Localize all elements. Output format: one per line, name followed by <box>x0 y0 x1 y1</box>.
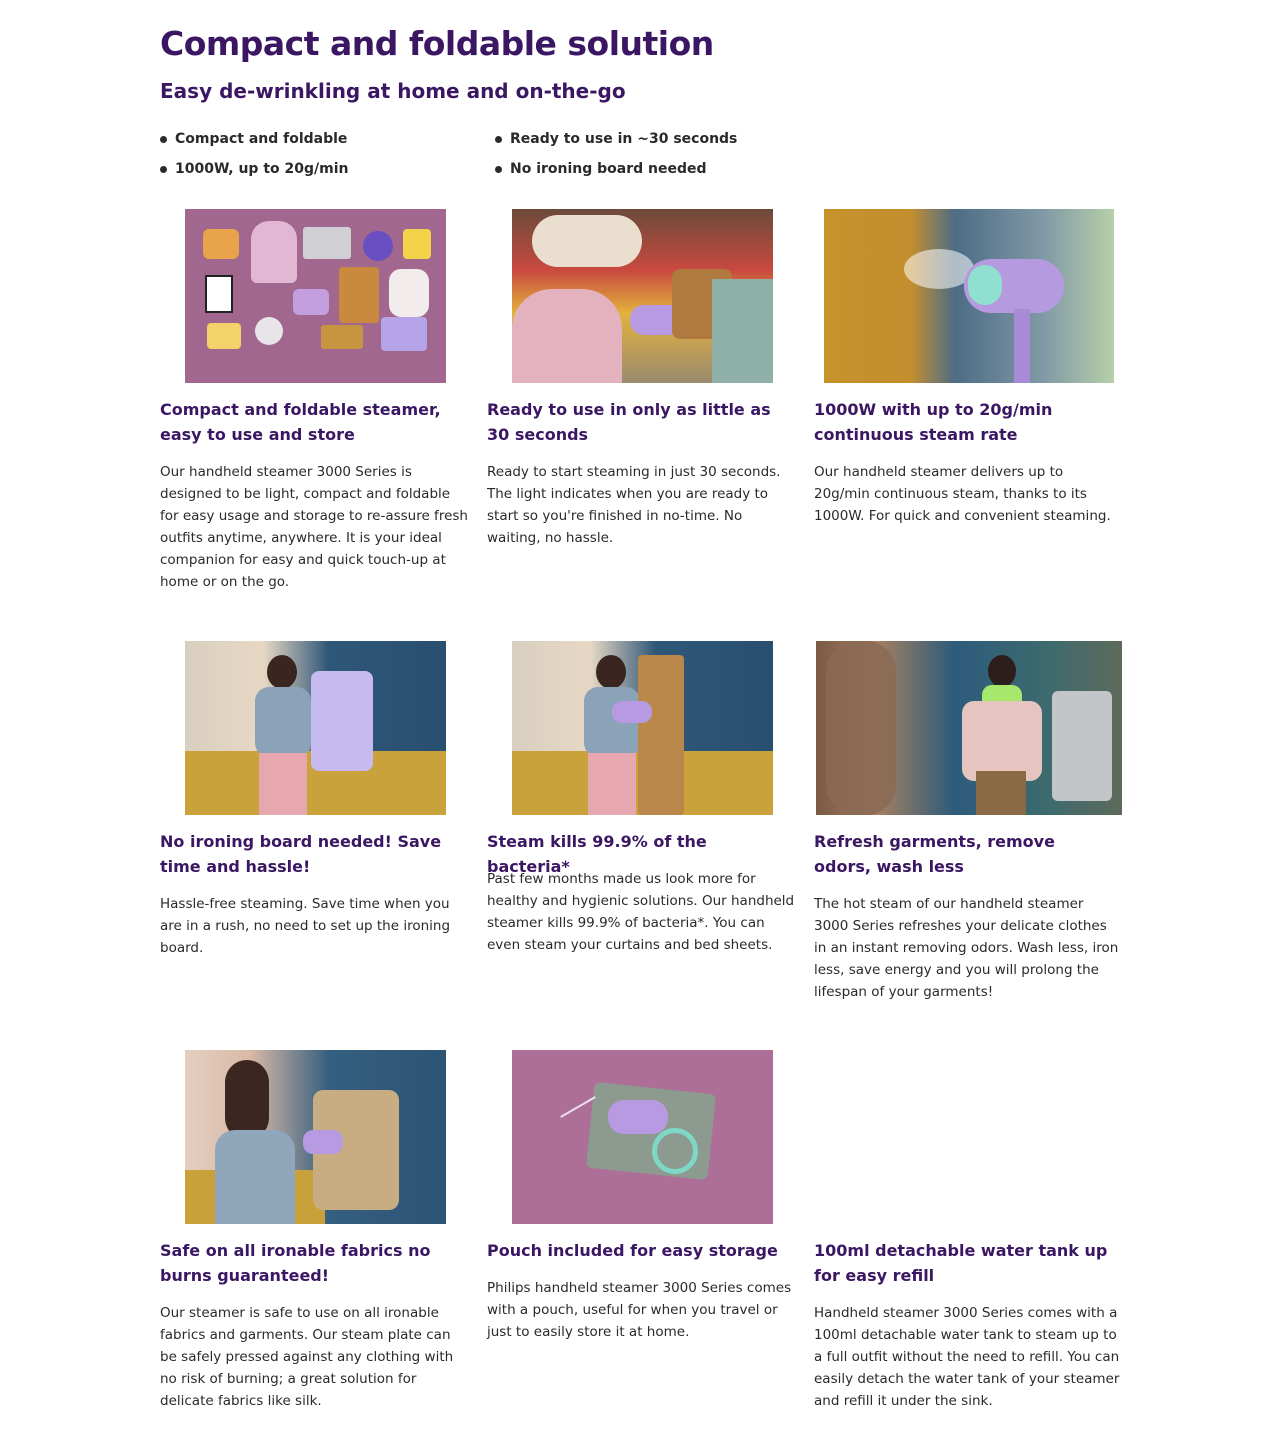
feature-title: Ready to use in only as little as 30 seconds <box>487 400 771 444</box>
steamer-on-curtain-image <box>824 209 1114 383</box>
feature-description: Ready to start steaming in just 30 seconds. The light indicates when you are ready to start so you're finished in no-time. No waiting, no hassle. <box>487 464 781 546</box>
feature-title: Safe on all ironable fabrics no burns guaranteed! <box>160 1241 431 1285</box>
bullet-text: No ironing board needed <box>510 161 707 177</box>
feature-description: Our steamer is safe to use on all ironable fabrics and garments. Our steam plate can be safely pressed against any clothing with no risk of burning; a great solution for delicate fabrics like silk. <box>160 1305 454 1409</box>
woman-steaming-shirt-image <box>185 641 446 815</box>
feature-title: Compact and foldable steamer, easy to use and store <box>160 400 441 444</box>
feature-image-frame <box>160 209 470 383</box>
bullet-dot-icon <box>495 136 502 143</box>
feature-image-frame <box>814 641 1124 815</box>
feature-description: The hot steam of our handheld steamer 3000 Series refreshes your delicate clothes in an instant removing odors. Wash less, iron less, save energy and you will prolong the lifespan of your garments! <box>814 896 1119 1000</box>
feature-title: Steam kills 99.9% of the bacteria* <box>487 832 707 876</box>
feature-title: Refresh garments, remove odors, wash less <box>814 832 1055 876</box>
steamer-with-pouch-image <box>512 1050 773 1224</box>
bullet-item <box>495 161 707 177</box>
feature-image-frame <box>487 209 797 383</box>
bullet-item <box>495 131 737 147</box>
feature-title: Pouch included for easy storage <box>487 1241 778 1260</box>
steamer-on-bed-image <box>512 209 773 383</box>
feature-title: No ironing board needed! Save time and hassle! <box>160 832 442 876</box>
feature-description: Philips handheld steamer 3000 Series comes with a pouch, useful for when you travel or just to easily store it at home. <box>487 1280 792 1340</box>
page-title: Compact and foldable solution <box>160 24 714 63</box>
feature-title: 100ml detachable water tank up for easy refill <box>814 1241 1108 1285</box>
feature-description: Hassle-free steaming. Save time when you are in a rush, no need to set up the ironing board. <box>160 896 451 956</box>
feature-description: Our handheld steamer delivers up to 20g/min continuous steam, thanks to its 1000W. For quick and convenient steaming. <box>814 464 1111 524</box>
bullet-dot-icon <box>495 166 502 173</box>
flat-lay-travel-items-image <box>185 209 446 383</box>
feature-image-frame <box>160 641 470 815</box>
feature-image-frame <box>814 209 1124 383</box>
woman-steaming-sequin-top-image <box>185 1050 446 1224</box>
bullet-dot-icon <box>160 166 167 173</box>
bullet-dot-icon <box>160 136 167 143</box>
feature-image-frame <box>487 641 797 815</box>
feature-title: 1000W with up to 20g/min continuous steam rate <box>814 400 1053 444</box>
feature-image-frame <box>487 1050 797 1224</box>
bullet-text: Compact and foldable <box>175 131 348 147</box>
feature-description: Past few months made us look more for healthy and hygienic solutions. Our handheld steamer kills 99.9% of bacteria*. You can even steam your curtains and bed sheets. <box>487 871 795 953</box>
bullet-text: 1000W, up to 20g/min <box>175 161 349 177</box>
bullet-text: Ready to use in ~30 seconds <box>510 131 738 147</box>
woman-steaming-leopard-dress-image <box>512 641 773 815</box>
bullet-item <box>160 131 347 147</box>
feature-description: Our handheld steamer 3000 Series is designed to be light, compact and foldable for easy usage and storage to re-assure fresh outfits anytime, anywhere. It is your ideal companion for easy and quick touch-up at home or on the go. <box>160 464 468 590</box>
feature-description: Handheld steamer 3000 Series comes with a 100ml detachable water tank to steam up to a full outfit without the need to refill. You can easily detach the water tank of your steamer and refill it under the sink. <box>814 1305 1120 1409</box>
page-subtitle: Easy de-wrinkling at home and on-the-go <box>160 79 626 103</box>
bullet-item <box>160 161 348 177</box>
feature-image-frame <box>160 1050 470 1224</box>
woman-steaming-jacket-image <box>816 641 1122 815</box>
